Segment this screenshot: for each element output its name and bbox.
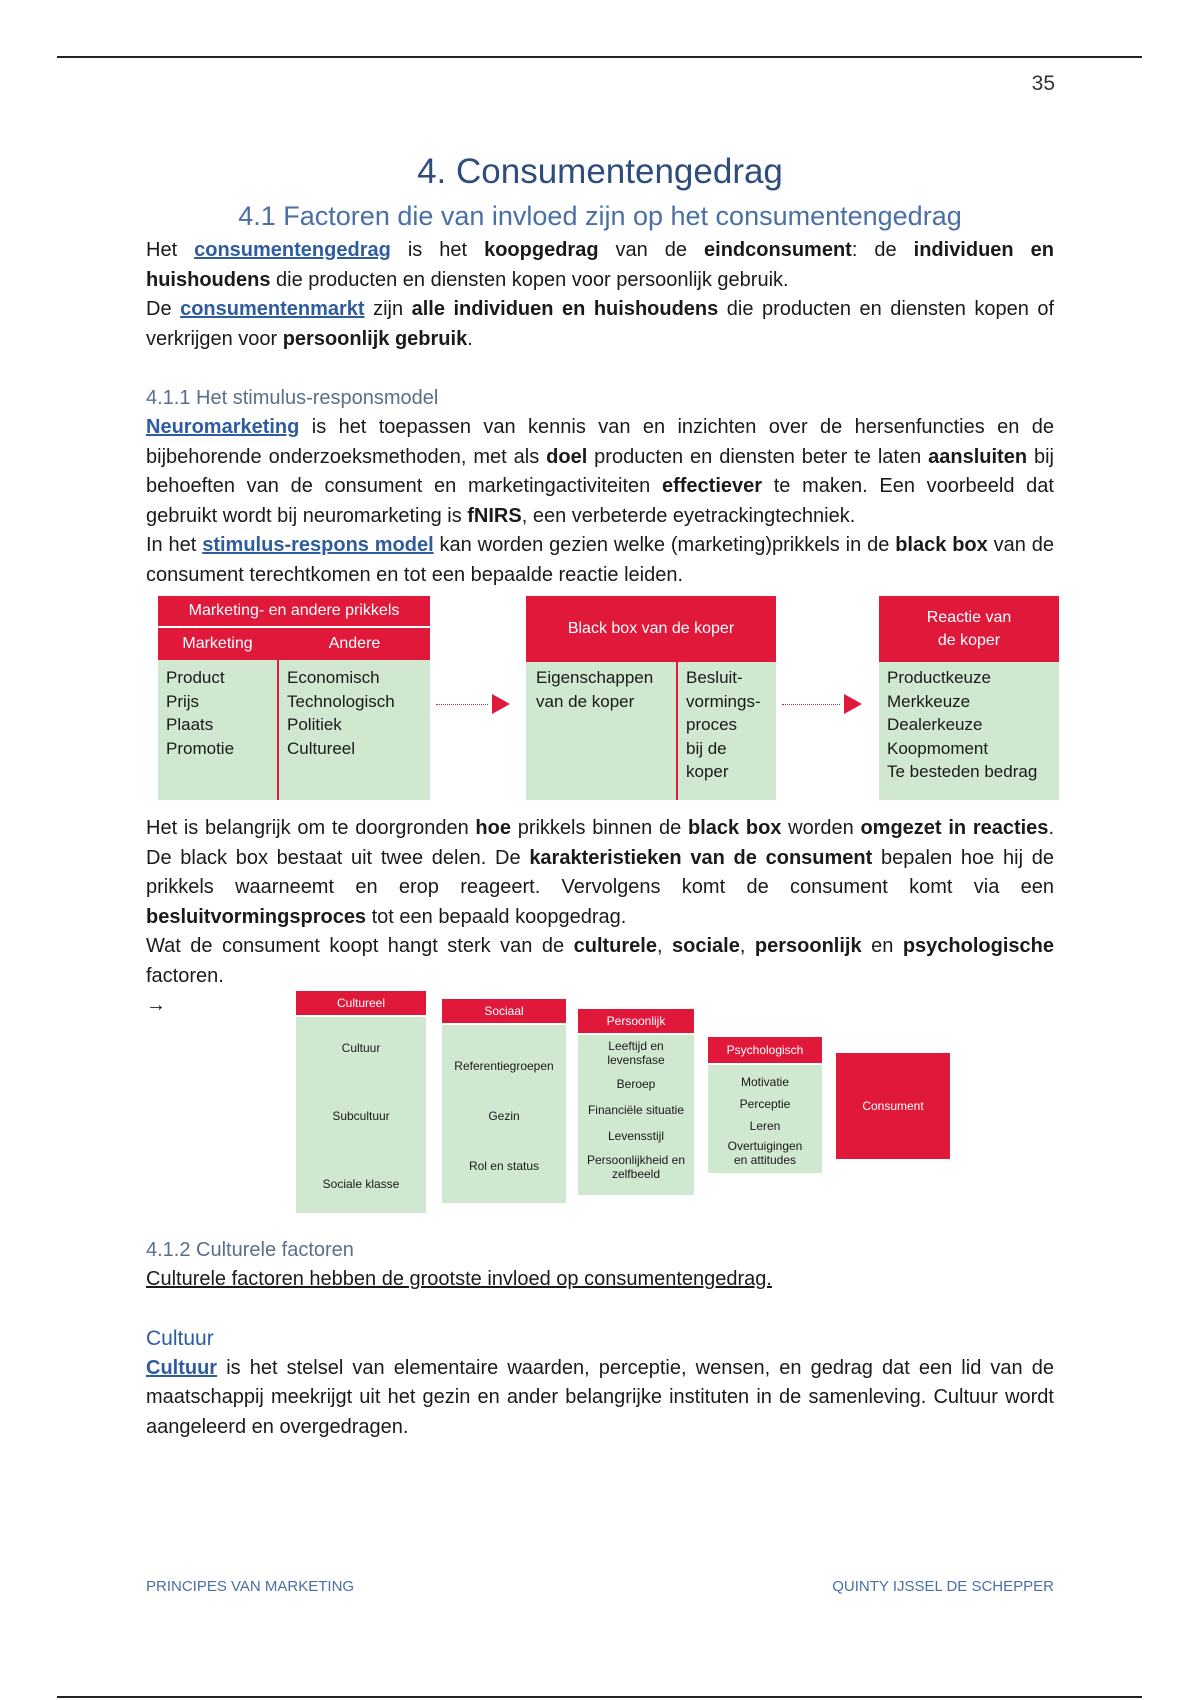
factor-psychologisch-header: Psychologisch [708, 1037, 822, 1063]
page-number: 35 [1031, 72, 1055, 95]
stimulus-respons-diagram [146, 596, 1054, 808]
andere-item: Cultureel [287, 738, 356, 758]
link-neuromarketing[interactable]: Neuromarketing [146, 416, 300, 438]
factor-item: Subcultuur [332, 1109, 390, 1123]
link-stimulus-respons-model[interactable]: stimulus-respons model [202, 534, 434, 556]
factor-item: Leeftijd en levensfase [607, 1039, 665, 1067]
footer-rule [57, 1696, 1142, 1698]
andere-item: Technologisch [287, 691, 395, 711]
factor-item: Financiële situatie [587, 1103, 685, 1117]
andere-items [287, 666, 427, 760]
blackbox-left-line: Eigenschappen [536, 668, 654, 687]
prikkels-divider [277, 628, 279, 800]
intro-paragraph-2: De consumentenmarkt zijn alle individuen en huishoudens die producten en diensten kopen of verkrijgen voor persoonlijk gebruik. [146, 298, 1055, 350]
subsection-heading-4-1-1: 4.1.1 Het stimulus-responsmodel [146, 387, 439, 409]
footer-right: QUINTY IJSSEL DE SCHEPPER [832, 1578, 1054, 1595]
spacer [146, 354, 1054, 383]
arrow-line [782, 704, 840, 705]
link-cultuur[interactable]: Cultuur [146, 1356, 218, 1379]
factor-cultureel-body [296, 1017, 426, 1213]
blackbox-right-line: koper [686, 762, 729, 781]
marketing-item: Product [166, 668, 225, 687]
arrow-line [436, 704, 488, 705]
reactie-item: Koopmoment [887, 738, 989, 758]
andere-header: Andere [279, 628, 430, 660]
reactie-item: Te besteden bedrag [887, 762, 1038, 781]
blackbox-right-line: proces [686, 715, 738, 734]
marketing-item: Plaats [166, 715, 214, 734]
consument-box: Consument [836, 1053, 950, 1159]
intro-paragraph-1: Het consumentengedrag is het koopgedrag van de eindconsument: de individuen en huishoudens die producten en diensten kopen voor persoonlijk gebruik. [146, 239, 1054, 291]
factor-item: Overtuigingen en attitudes [727, 1139, 803, 1167]
reactie-header [879, 596, 1059, 662]
factor-item: Motivatie [740, 1075, 790, 1089]
factor-item: Perceptie [739, 1097, 791, 1111]
link-consumentengedrag[interactable]: consumentengedrag [194, 239, 391, 261]
page-content [146, 148, 1054, 1442]
blackbox-header: Black box van de koper [526, 596, 776, 662]
marketing-item: Promotie [166, 738, 235, 758]
reactie-items [879, 662, 1059, 800]
factor-item: Referentiegroepen [454, 1059, 554, 1073]
factor-item: Levensstijl [607, 1129, 665, 1143]
factoren-tail: → [146, 994, 166, 1016]
section-title: 4.1 Factoren die van invloed zijn op het consumentengedrag [238, 201, 962, 231]
blackbox-left-line: van de koper [536, 691, 635, 711]
stimulus-respons-paragraph: In het stimulus-respons model kan worden gezien welke (marketing)prikkels in de black box van de consument terechtkomen en tot een bepaalde reactie leiden. [146, 534, 1054, 586]
neuromarketing-paragraph: Neuromarketing is het toepassen van kennis van en inzichten over de hersenfuncties en de bijbehorende onderzoeksmethoden, met als doel producten en diensten beter te laten aansluiten bij behoeften van de consument en marketingactiviteiten effectiever te maken. Een voorbeeld dat gebruikt wordt bij neuromarketing is fNIRS, een verbeterde eyetrackingtechniek. [146, 416, 1054, 527]
arrow-right-icon [844, 694, 862, 714]
marketing-item: Prijs [166, 691, 200, 711]
factor-item: Cultuur [341, 1041, 381, 1055]
culturele-factoren-statement: Culturele factoren hebben de grootste invloed op consumentengedrag. [146, 1268, 772, 1290]
chapter-title: 4. Consumentengedrag [417, 152, 783, 191]
factor-item: Beroep [616, 1077, 656, 1091]
blackbox-paragraph: Het is belangrijk om te doorgronden hoe prikkels binnen de black box worden omgezet in reacties. De black box bestaat uit twee delen. De karakteristieken van de consument bepalen hoe hij de prikkels waarneemt en erop reageert. Vervolgens komt de consument komt via een besluitvormingsproces tot een bepaald koopgedrag. [146, 817, 1054, 928]
factor-item: Persoonlijkheid en zelfbeeld [586, 1153, 686, 1181]
blackbox-left-items [536, 666, 671, 713]
link-consumentenmarkt[interactable]: consumentenmarkt [180, 298, 365, 320]
reactie-item: Merkkeuze [887, 691, 971, 711]
footer-left: PRINCIPES VAN MARKETING [146, 1578, 355, 1595]
prikkels-header: Marketing- en andere prikkels [158, 596, 430, 626]
reactie-item: Dealerkeuze [887, 715, 983, 734]
reactie-header-line: Reactie van [926, 609, 1012, 626]
factor-item: Sociale klasse [322, 1177, 400, 1191]
factor-item: Leren [749, 1119, 781, 1133]
andere-item: Economisch [287, 668, 380, 687]
blackbox-right-line: bij de [686, 738, 727, 758]
header-rule [57, 56, 1142, 58]
factor-sociaal-header: Sociaal [442, 999, 566, 1023]
factor-cultureel-header: Cultureel [296, 991, 426, 1015]
factor-item: Rol en status [468, 1159, 540, 1173]
subsection-heading-4-1-2: 4.1.2 Culturele factoren [146, 1239, 354, 1261]
marketing-items [166, 666, 271, 760]
cultuur-paragraph: Cultuur is het stelsel van elementaire waarden, perceptie, wensen, en gedrag dat een lid van de maatschappij meekrijgt uit het gezin en ander belangrijke instituten in de samenleving. Cultuur wordt aangeleerd en overgedragen. [146, 1356, 1054, 1438]
factor-item: Gezin [488, 1109, 520, 1123]
andere-item: Politiek [287, 715, 342, 734]
blackbox-right-line: vormings- [686, 691, 761, 711]
factor-persoonlijk-header: Persoonlijk [578, 1009, 694, 1033]
blackbox-right-line: Besluit- [686, 668, 743, 687]
factor-persoonlijk-body [578, 1035, 694, 1195]
factor-psychologisch-body [708, 1065, 822, 1173]
spacer [146, 1295, 1054, 1324]
marketing-header: Marketing [158, 628, 277, 660]
reactie-header-line: de koper [937, 632, 1001, 649]
arrow-right-icon [492, 694, 510, 714]
cultuur-heading: Cultuur [146, 1326, 214, 1350]
blackbox-divider [676, 662, 678, 800]
factoren-paragraph: Wat de consument koopt hangt sterk van de culturele, sociale, persoonlijk en psychologische factoren. [146, 935, 1054, 987]
factor-sociaal-body [442, 1025, 566, 1203]
factoren-diagram [146, 991, 1054, 1235]
reactie-item: Productkeuze [887, 668, 991, 687]
blackbox-right-items [686, 666, 774, 784]
